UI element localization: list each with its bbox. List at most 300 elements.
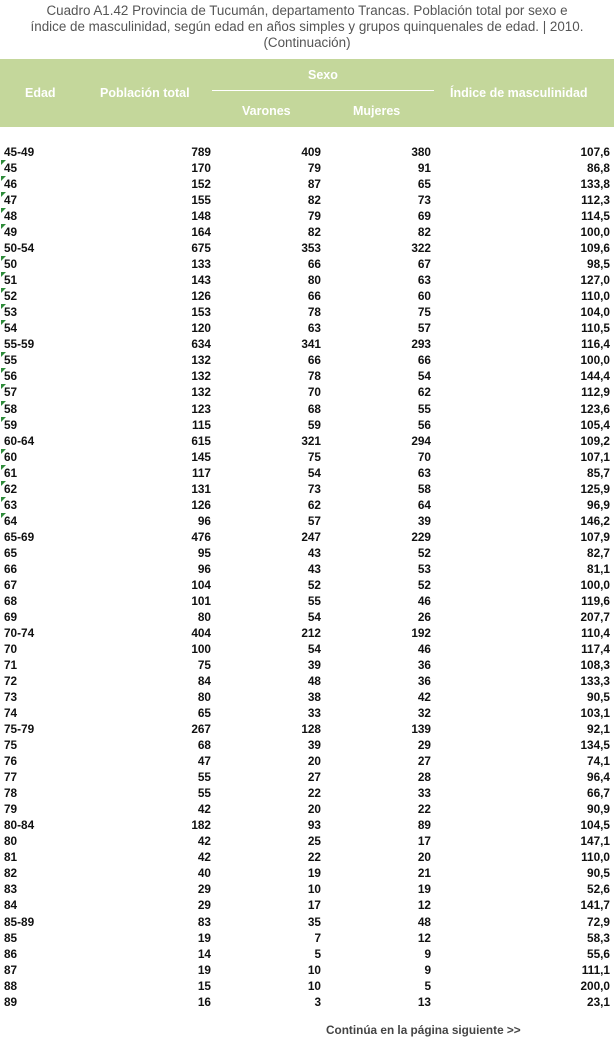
header-varones: Varones — [242, 104, 291, 118]
cell-indice: 86,8 — [587, 161, 610, 176]
cell-mujeres: 55 — [417, 401, 431, 416]
cell-varones: 10 — [307, 978, 321, 993]
cell-varones: 79 — [307, 161, 321, 176]
cell-indice: 207,7 — [580, 609, 610, 624]
cell-varones: 93 — [307, 818, 321, 833]
cell-poblacion-total: 634 — [191, 337, 211, 352]
cell-mujeres: 19 — [417, 882, 431, 897]
cell-indice: 133,8 — [580, 177, 610, 192]
cell-edad: 46 — [4, 177, 18, 192]
cell-indice: 85,7 — [587, 465, 610, 480]
cell-varones: 247 — [301, 529, 321, 544]
cell-mujeres: 322 — [411, 241, 431, 256]
cell-indice: 90,9 — [587, 802, 610, 817]
cell-varones: 87 — [307, 177, 321, 192]
cell-mujeres: 17 — [417, 834, 431, 849]
table-row — [0, 833, 614, 849]
cell-edad: 67 — [4, 577, 18, 592]
cell-mujeres: 65 — [417, 177, 431, 192]
cell-poblacion-total: 42 — [197, 802, 211, 817]
table-body — [0, 144, 614, 1010]
cell-varones: 66 — [307, 289, 321, 304]
table-row — [0, 817, 614, 833]
cell-varones: 66 — [307, 353, 321, 368]
header-indice-masculinidad: Índice de masculinidad — [450, 86, 588, 100]
cell-edad: 76 — [4, 754, 18, 769]
cell-mujeres: 63 — [417, 273, 431, 288]
cell-edad: 59 — [4, 417, 18, 432]
cell-edad: 69 — [4, 609, 18, 624]
cell-edad: 60-64 — [4, 433, 35, 448]
table-row — [0, 561, 614, 577]
table-row — [0, 930, 614, 946]
cell-poblacion-total: 123 — [191, 401, 211, 416]
cell-varones: 75 — [307, 449, 321, 464]
cell-edad: 75 — [4, 738, 18, 753]
caption-line-3: (Continuación) — [263, 35, 351, 50]
table-row — [0, 897, 614, 913]
cell-poblacion-total: 80 — [197, 609, 211, 624]
cell-poblacion-total: 115 — [191, 417, 211, 432]
cell-varones: 212 — [301, 625, 321, 640]
cell-poblacion-total: 55 — [197, 786, 211, 801]
cell-poblacion-total: 95 — [197, 545, 211, 560]
cell-varones: 54 — [307, 609, 321, 624]
cell-mujeres: 29 — [417, 738, 431, 753]
cell-indice: 90,5 — [587, 866, 610, 881]
cell-mujeres: 13 — [417, 994, 431, 1009]
cell-indice: 98,5 — [587, 257, 610, 272]
cell-edad: 87 — [4, 962, 18, 977]
cell-varones: 55 — [307, 593, 321, 608]
cell-edad: 81 — [4, 850, 18, 865]
cell-edad: 86 — [4, 946, 18, 961]
cell-varones: 82 — [307, 193, 321, 208]
cell-mujeres: 67 — [417, 257, 431, 272]
cell-varones: 409 — [301, 145, 321, 159]
cell-poblacion-total: 131 — [191, 481, 211, 496]
cell-indice: 52,6 — [587, 882, 610, 897]
table-row — [0, 529, 614, 545]
cell-mujeres: 12 — [417, 930, 431, 945]
cell-poblacion-total: 170 — [191, 161, 211, 176]
cell-poblacion-total: 40 — [197, 866, 211, 881]
header-divider — [212, 90, 434, 91]
table-row — [0, 673, 614, 689]
cell-indice: 100,0 — [580, 225, 610, 240]
cell-edad: 85-89 — [4, 914, 35, 929]
cell-varones: 17 — [307, 898, 321, 913]
cell-indice: 96,4 — [587, 770, 610, 785]
cell-varones: 10 — [307, 882, 321, 897]
table-row — [0, 384, 614, 400]
cell-varones: 43 — [307, 561, 321, 576]
cell-indice: 111,1 — [581, 962, 610, 977]
cell-edad: 80-84 — [4, 818, 35, 833]
cell-poblacion-total: 96 — [197, 513, 211, 528]
cell-mujeres: 82 — [417, 225, 431, 240]
table-row — [0, 368, 614, 384]
cell-poblacion-total: 164 — [191, 225, 211, 240]
cell-mujeres: 54 — [417, 369, 431, 384]
cell-mujeres: 20 — [417, 850, 431, 865]
cell-poblacion-total: 476 — [191, 529, 211, 544]
table-row — [0, 224, 614, 240]
table-row — [0, 753, 614, 769]
cell-indice: 146,2 — [580, 513, 610, 528]
cell-poblacion-total: 101 — [191, 593, 211, 608]
cell-edad: 61 — [4, 465, 18, 480]
cell-mujeres: 22 — [417, 802, 431, 817]
cell-edad: 79 — [4, 802, 18, 817]
cell-varones: 78 — [307, 369, 321, 384]
cell-poblacion-total: 132 — [191, 353, 211, 368]
cell-edad: 45-49 — [4, 145, 35, 159]
cell-poblacion-total: 96 — [197, 561, 211, 576]
cell-mujeres: 9 — [424, 962, 431, 977]
cell-edad: 50-54 — [4, 241, 35, 256]
cell-edad: 63 — [4, 497, 18, 512]
table-row — [0, 769, 614, 785]
cell-varones: 80 — [307, 273, 321, 288]
cell-indice: 105,4 — [580, 417, 610, 432]
table-row — [0, 513, 614, 529]
cell-edad: 55 — [4, 353, 18, 368]
cell-indice: 104,5 — [580, 818, 610, 833]
table-row — [0, 946, 614, 962]
cell-varones: 82 — [307, 225, 321, 240]
cell-indice: 74,1 — [587, 754, 610, 769]
cell-edad: 72 — [4, 674, 18, 689]
cell-indice: 81,1 — [587, 561, 610, 576]
cell-indice: 117,4 — [581, 641, 610, 656]
cell-edad: 65-69 — [4, 529, 35, 544]
cell-mujeres: 293 — [411, 337, 431, 352]
cell-indice: 55,6 — [587, 946, 610, 961]
cell-mujeres: 52 — [417, 577, 431, 592]
cell-poblacion-total: 14 — [197, 946, 211, 961]
cell-edad: 60 — [4, 449, 18, 464]
table-row — [0, 304, 614, 320]
cell-indice: 141,7 — [580, 898, 610, 913]
cell-edad: 64 — [4, 513, 18, 528]
table-row — [0, 417, 614, 433]
cell-indice: 107,6 — [580, 145, 610, 159]
cell-poblacion-total: 117 — [191, 465, 211, 480]
cell-indice: 110,0 — [581, 850, 610, 865]
cell-edad: 71 — [4, 658, 18, 672]
cell-mujeres: 70 — [417, 449, 431, 464]
cell-indice: 96,9 — [587, 497, 610, 512]
caption-line-2: índice de masculinidad, según edad en años simples y grupos quinquenales de edad. | 2010. — [30, 19, 584, 34]
cell-edad: 47 — [4, 193, 18, 208]
cell-indice: 72,9 — [587, 914, 610, 929]
cell-mujeres: 36 — [417, 674, 431, 689]
table-row — [0, 785, 614, 801]
cell-poblacion-total: 65 — [197, 706, 211, 721]
table-row — [0, 481, 614, 497]
cell-edad: 62 — [4, 481, 18, 496]
table-row — [0, 593, 614, 609]
cell-mujeres: 56 — [417, 417, 431, 432]
table-row — [0, 545, 614, 561]
cell-varones: 341 — [301, 337, 321, 352]
table-row — [0, 849, 614, 865]
table-row — [0, 320, 614, 336]
cell-varones: 27 — [307, 770, 321, 785]
cell-poblacion-total: 155 — [191, 193, 211, 208]
cell-poblacion-total: 789 — [191, 145, 211, 159]
cell-varones: 66 — [307, 257, 321, 272]
cell-poblacion-total: 47 — [197, 754, 211, 769]
cell-edad: 51 — [4, 273, 18, 288]
cell-poblacion-total: 19 — [197, 962, 211, 977]
cell-varones: 43 — [307, 545, 321, 560]
cell-indice: 133,3 — [580, 674, 610, 689]
cell-varones: 68 — [307, 401, 321, 416]
cell-mujeres: 27 — [417, 754, 431, 769]
table-row — [0, 914, 614, 930]
cell-indice: 125,9 — [580, 481, 610, 496]
cell-mujeres: 46 — [417, 593, 431, 608]
table-row — [0, 865, 614, 881]
cell-poblacion-total: 100 — [191, 641, 211, 656]
cell-mujeres: 32 — [417, 706, 431, 721]
table-row — [0, 962, 614, 978]
cell-varones: 62 — [307, 497, 321, 512]
table-row — [0, 433, 614, 449]
table-row — [0, 657, 614, 673]
cell-varones: 39 — [307, 658, 321, 672]
cell-edad: 85 — [4, 930, 18, 945]
table-row — [0, 625, 614, 641]
table-header — [0, 59, 614, 127]
cell-mujeres: 5 — [424, 978, 431, 993]
cell-indice: 90,5 — [587, 690, 610, 705]
cell-varones: 35 — [307, 914, 321, 929]
cell-varones: 39 — [307, 738, 321, 753]
continue-next-page-note: Continúa en la página siguiente >> — [326, 1023, 521, 1037]
cell-poblacion-total: 104 — [191, 577, 211, 592]
table-row — [0, 192, 614, 208]
cell-mujeres: 63 — [417, 465, 431, 480]
cell-mujeres: 53 — [417, 561, 431, 576]
cell-indice: 110,4 — [581, 625, 610, 640]
cell-poblacion-total: 126 — [191, 289, 211, 304]
cell-varones: 321 — [301, 433, 321, 448]
cell-edad: 75-79 — [4, 722, 35, 737]
cell-indice: 110,5 — [581, 321, 610, 336]
cell-varones: 48 — [307, 674, 321, 689]
cell-mujeres: 9 — [424, 946, 431, 961]
cell-mujeres: 33 — [417, 786, 431, 801]
cell-mujeres: 60 — [417, 289, 431, 304]
cell-varones: 25 — [307, 834, 321, 849]
table-row — [0, 497, 614, 513]
cell-edad: 80 — [4, 834, 18, 849]
cell-varones: 57 — [307, 513, 321, 528]
cell-mujeres: 69 — [417, 209, 431, 224]
cell-edad: 73 — [4, 690, 18, 705]
cell-mujeres: 229 — [411, 529, 431, 544]
table-caption — [0, 0, 614, 55]
cell-poblacion-total: 132 — [191, 385, 211, 400]
cell-edad: 55-59 — [4, 337, 35, 352]
table-row — [0, 609, 614, 625]
table-row — [0, 336, 614, 352]
table-row — [0, 449, 614, 465]
table-row — [0, 256, 614, 272]
caption-line-1: Cuadro A1.42 Provincia de Tucumán, departamento Trancas. Población total por sexo e — [46, 3, 568, 18]
cell-mujeres: 91 — [417, 161, 431, 176]
table-row — [0, 160, 614, 176]
cell-edad: 83 — [4, 882, 18, 897]
cell-indice: 100,0 — [580, 353, 610, 368]
table-row — [0, 737, 614, 753]
cell-mujeres: 57 — [417, 321, 431, 336]
cell-poblacion-total: 84 — [197, 674, 211, 689]
cell-mujeres: 12 — [417, 898, 431, 913]
cell-poblacion-total: 15 — [197, 978, 211, 993]
cell-mujeres: 42 — [417, 690, 431, 705]
cell-edad: 48 — [4, 209, 18, 224]
cell-indice: 147,1 — [580, 834, 610, 849]
table-row — [0, 352, 614, 368]
cell-poblacion-total: 55 — [197, 770, 211, 785]
cell-indice: 66,7 — [587, 786, 610, 801]
cell-poblacion-total: 148 — [191, 209, 211, 224]
cell-indice: 92,1 — [587, 722, 610, 737]
table-row — [0, 176, 614, 192]
cell-indice: 134,5 — [580, 738, 610, 753]
cell-indice: 58,3 — [587, 930, 610, 945]
cell-indice: 109,6 — [580, 241, 610, 256]
cell-varones: 3 — [314, 994, 321, 1009]
cell-poblacion-total: 615 — [191, 433, 211, 448]
table-row — [0, 240, 614, 256]
cell-varones: 79 — [307, 209, 321, 224]
table-row — [0, 272, 614, 288]
cell-indice: 108,3 — [580, 658, 610, 672]
cell-indice: 107,9 — [580, 529, 610, 544]
cell-mujeres: 89 — [417, 818, 431, 833]
cell-poblacion-total: 133 — [191, 257, 211, 272]
cell-varones: 5 — [314, 946, 321, 961]
cell-varones: 70 — [307, 385, 321, 400]
cell-mujeres: 139 — [411, 722, 431, 737]
cell-edad: 70 — [4, 641, 18, 656]
cell-indice: 123,6 — [580, 401, 610, 416]
cell-poblacion-total: 143 — [191, 273, 211, 288]
cell-mujeres: 64 — [417, 497, 431, 512]
cell-edad: 78 — [4, 786, 18, 801]
table-row — [0, 881, 614, 897]
cell-poblacion-total: 16 — [197, 994, 211, 1009]
header-poblacion-total: Población total — [100, 86, 190, 100]
cell-indice: 119,6 — [581, 593, 610, 608]
cell-mujeres: 66 — [417, 353, 431, 368]
table-row — [0, 208, 614, 224]
cell-edad: 50 — [4, 257, 18, 272]
cell-poblacion-total: 267 — [191, 722, 211, 737]
cell-varones: 54 — [307, 465, 321, 480]
cell-varones: 78 — [307, 305, 321, 320]
cell-poblacion-total: 675 — [191, 241, 211, 256]
cell-varones: 38 — [307, 690, 321, 705]
cell-edad: 65 — [4, 545, 18, 560]
cell-mujeres: 294 — [411, 433, 431, 448]
header-edad: Edad — [25, 86, 56, 100]
cell-poblacion-total: 404 — [191, 625, 211, 640]
cell-edad: 66 — [4, 561, 18, 576]
cell-indice: 112,9 — [581, 385, 610, 400]
cell-poblacion-total: 132 — [191, 369, 211, 384]
cell-indice: 200,0 — [580, 978, 610, 993]
cell-edad: 58 — [4, 401, 18, 416]
cell-mujeres: 39 — [417, 513, 431, 528]
cell-mujeres: 62 — [417, 385, 431, 400]
cell-varones: 353 — [301, 241, 321, 256]
table-row — [0, 978, 614, 994]
table-row — [0, 465, 614, 481]
cell-edad: 74 — [4, 706, 18, 721]
header-mujeres: Mujeres — [353, 104, 401, 118]
table-row — [0, 577, 614, 593]
cell-poblacion-total: 29 — [197, 882, 211, 897]
cell-edad: 70-74 — [4, 625, 35, 640]
cell-poblacion-total: 68 — [197, 738, 211, 753]
table-row — [0, 801, 614, 817]
cell-indice: 100,0 — [580, 577, 610, 592]
cell-poblacion-total: 83 — [197, 914, 211, 929]
cell-edad: 49 — [4, 225, 18, 240]
table-row — [0, 288, 614, 304]
cell-varones: 33 — [307, 706, 321, 721]
cell-indice: 23,1 — [587, 994, 610, 1009]
cell-varones: 19 — [307, 866, 321, 881]
cell-poblacion-total: 120 — [191, 321, 211, 336]
cell-edad: 89 — [4, 994, 18, 1009]
cell-indice: 82,7 — [587, 545, 610, 560]
cell-edad: 54 — [4, 321, 18, 336]
cell-varones: 59 — [307, 417, 321, 432]
cell-edad: 88 — [4, 978, 18, 993]
cell-poblacion-total: 75 — [197, 658, 211, 672]
cell-varones: 20 — [307, 802, 321, 817]
cell-indice: 127,0 — [580, 273, 610, 288]
header-sexo: Sexo — [308, 68, 338, 82]
cell-poblacion-total: 153 — [191, 305, 211, 320]
cell-indice: 107,1 — [580, 449, 610, 464]
cell-edad: 56 — [4, 369, 18, 384]
cell-varones: 20 — [307, 754, 321, 769]
table-row — [0, 994, 614, 1010]
cell-indice: 109,2 — [580, 433, 610, 448]
cell-varones: 63 — [307, 321, 321, 336]
cell-varones: 22 — [307, 850, 321, 865]
cell-poblacion-total: 42 — [197, 850, 211, 865]
cell-indice: 103,1 — [580, 706, 610, 721]
cell-indice: 104,0 — [580, 305, 610, 320]
cell-mujeres: 58 — [417, 481, 431, 496]
cell-indice: 110,0 — [581, 289, 610, 304]
cell-poblacion-total: 42 — [197, 834, 211, 849]
cell-indice: 116,4 — [581, 337, 610, 352]
cell-mujeres: 380 — [411, 145, 431, 159]
cell-mujeres: 36 — [417, 658, 431, 672]
cell-mujeres: 52 — [417, 545, 431, 560]
cell-poblacion-total: 152 — [191, 177, 211, 192]
